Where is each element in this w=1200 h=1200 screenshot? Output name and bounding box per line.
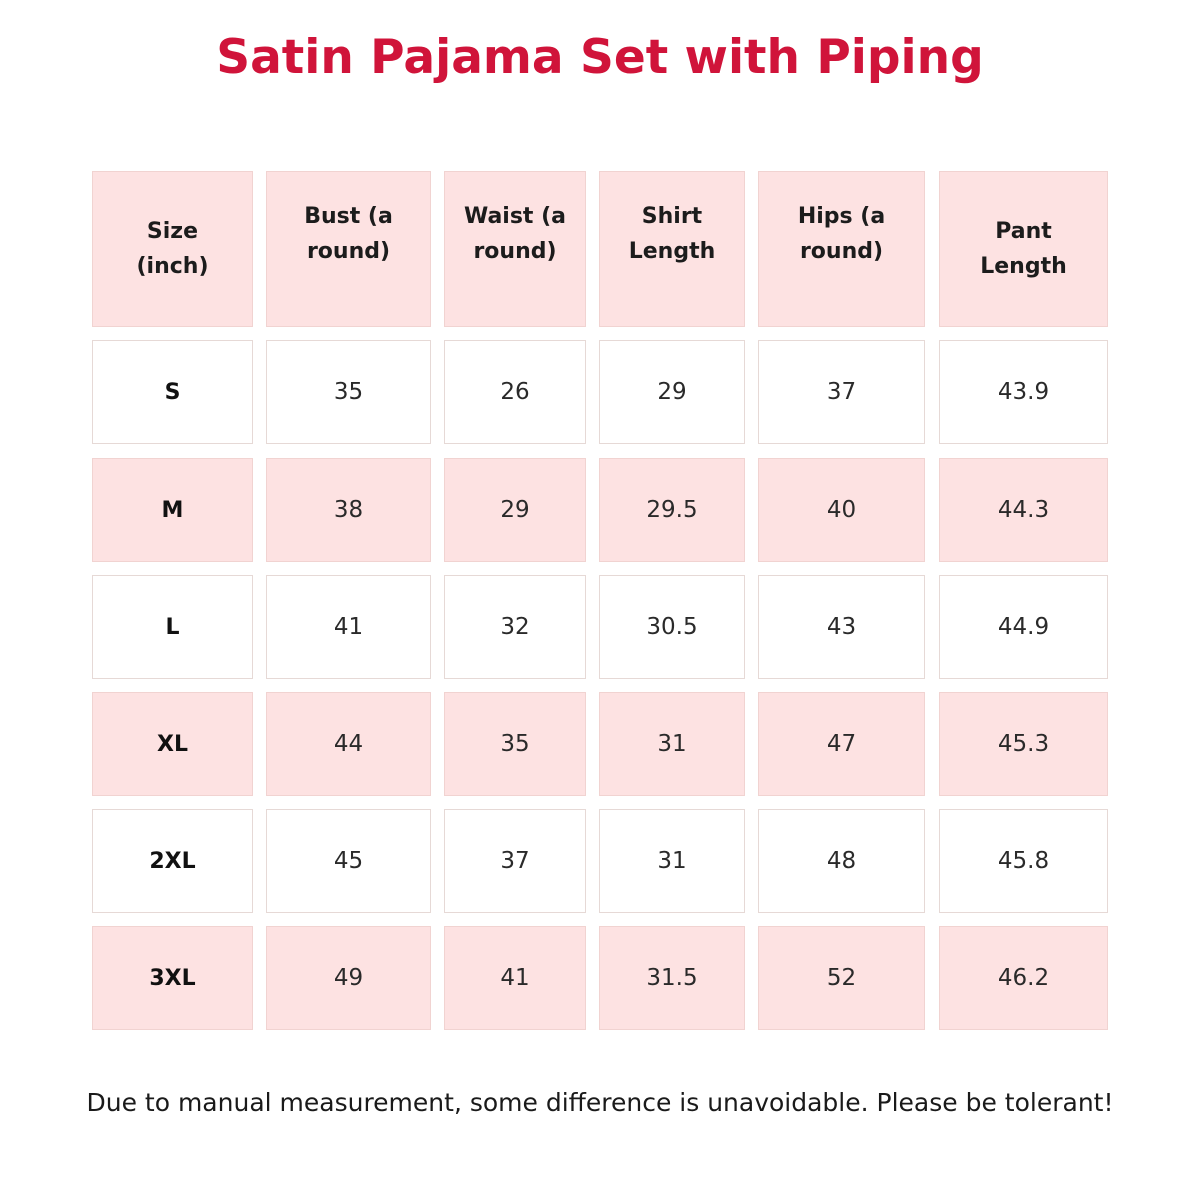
measurement-cell: 30.5	[599, 575, 745, 679]
size-cell: XL	[92, 692, 253, 796]
measurement-cell: 43.9	[939, 340, 1108, 444]
measurement-cell: 52	[758, 926, 925, 1030]
measurement-cell: 37	[758, 340, 925, 444]
size-cell: M	[92, 458, 253, 562]
column-header	[266, 171, 431, 327]
measurement-cell: 46.2	[939, 926, 1108, 1030]
measurement-cell: 37	[444, 809, 586, 913]
column-header	[758, 171, 925, 327]
measurement-cell: 48	[758, 809, 925, 913]
size-cell: S	[92, 340, 253, 444]
column-header-label: Hips (a round)	[797, 204, 886, 264]
column-header-label: Pant Length	[980, 219, 1067, 279]
measurement-note: Due to manual measurement, some difference is unavoidable. Please be tolerant!	[86, 1088, 1114, 1117]
measurement-cell: 41	[444, 926, 586, 1030]
measurement-cell: 44.9	[939, 575, 1108, 679]
size-cell: 3XL	[92, 926, 253, 1030]
size-cell: L	[92, 575, 253, 679]
measurement-cell: 41	[266, 575, 431, 679]
column-header-label: Shirt Length	[628, 204, 716, 264]
measurement-cell: 43	[758, 575, 925, 679]
measurement-cell: 31	[599, 692, 745, 796]
column-header	[939, 171, 1108, 327]
measurement-cell: 29	[444, 458, 586, 562]
measurement-cell: 44.3	[939, 458, 1108, 562]
measurement-cell: 29.5	[599, 458, 745, 562]
measurement-cell: 45.8	[939, 809, 1108, 913]
measurement-cell: 45	[266, 809, 431, 913]
measurement-cell: 45.3	[939, 692, 1108, 796]
measurement-cell: 44	[266, 692, 431, 796]
measurement-cell: 29	[599, 340, 745, 444]
column-header	[444, 171, 586, 327]
column-header-label: Waist (a round)	[463, 204, 567, 264]
measurement-cell: 40	[758, 458, 925, 562]
column-header	[92, 171, 253, 327]
column-header-label: Size (inch)	[136, 219, 209, 279]
measurement-cell: 31.5	[599, 926, 745, 1030]
column-header	[599, 171, 745, 327]
measurement-cell: 35	[266, 340, 431, 444]
measurement-cell: 31	[599, 809, 745, 913]
measurement-cell: 47	[758, 692, 925, 796]
column-header-label: Bust (a round)	[304, 204, 393, 264]
measurement-cell: 32	[444, 575, 586, 679]
size-cell: 2XL	[92, 809, 253, 913]
measurement-cell: 35	[444, 692, 586, 796]
measurement-cell: 49	[266, 926, 431, 1030]
page-title: Satin Pajama Set with Piping	[216, 30, 984, 85]
measurement-cell: 38	[266, 458, 431, 562]
measurement-cell: 26	[444, 340, 586, 444]
